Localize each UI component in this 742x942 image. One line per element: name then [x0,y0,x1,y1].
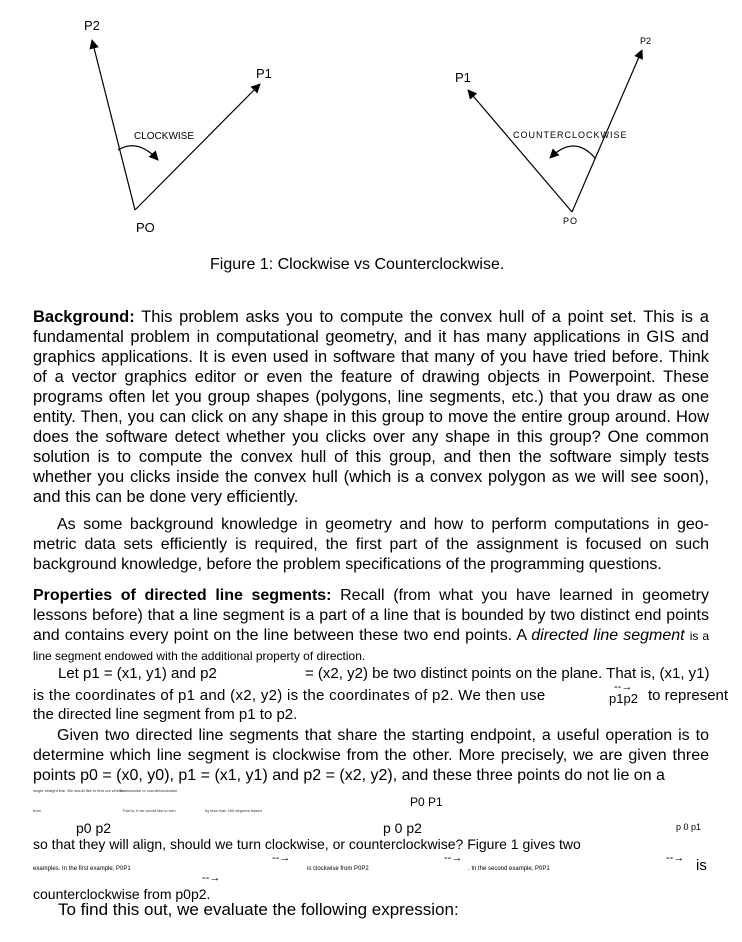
p0p2-mid-label: p 0 p2 [383,820,422,836]
example-arrow-1: --→ [272,852,291,864]
directed-from-line: the directed line segment from p1 to p2. [33,706,298,723]
counterclockwise-line: counterclockwise from p0p2. [33,886,211,902]
tiny-from: from [33,808,41,813]
example-is: is [696,857,707,874]
tiny-line-1: single straight line. We would like to find out whether [33,788,126,793]
tiny-line-1b: is clockwise or counterclockwise [120,788,178,793]
properties-paragraph [33,586,709,666]
background-paragraph-2: As some background knowledge in geometry and how to perform computations in geo-metric data sets efficiently is required, the first part of the assignment is focused on such background knowledge, before the problem specifications of the programming questions. [33,516,709,573]
p0p2-left-label: p0 p2 [76,820,112,836]
let-line-part-b: = (x2, y2) be two distinct points on the plane. That is, (x1, y1) [305,665,710,682]
example-small-1: examples. In the first example, P0P1 [33,866,131,872]
properties-body: Recall (from what you have learned in geometry lessons before) that a line segment is a part of a line that is bounded by two distinct end points and contains every point on the line between these two end points. A [33,587,709,644]
to-represent: to represent [648,687,729,704]
figure-caption: Figure 1: Clockwise vs Counterclockwise. [210,256,505,273]
left-p0-p1-segment [135,84,260,210]
directed-line-segment-term: directed line segment [531,627,685,644]
example-small-2: is clockwise from P0P2 [307,866,369,872]
right-p0-p1-segment [468,90,572,212]
right-p2-label: P2 [640,36,652,46]
left-p0-p2-segment [92,40,135,210]
term-tail: is a line segment endowed with the additional property of direction. [33,629,709,663]
ccw-arrow: --→ [202,872,221,884]
let-line-part-a: Let p1 = (x1, y1) and p2 [58,665,217,682]
example-small-3: . In the second example, P0P1 [468,866,550,872]
tiny-that-is: That is, if we would like to turn [122,808,176,813]
left-p1-label: P1 [256,66,272,81]
coords-line: is the coordinates of p1 and (x2, y2) is the coordinates of p2. We then use [33,687,546,704]
left-p0-label: PO [136,220,155,235]
example-arrow-3: --→ [666,852,685,864]
p1p2-vector: p1p2 [609,691,638,706]
example-arrow-2: --→ [444,852,463,864]
right-counterclockwise-arc [550,146,595,158]
right-p0-label: PO [563,216,579,226]
p0p1-right-label: P0 P1 [410,795,443,809]
background-body: This problem asks you to compute the convex hull of a point set. This is a fundamental problem in computational geometry, and it has many applications in GIS and graphics applications. It is even used in software that many of you have tried before. Think of a vector graphics editor or even the feature of drawing objects in Powerpoint. These programs often let you group shapes (polygons, line segments, etc.) that you draw as one entity. Then, you can click on any shape in this group to move the entire group around. How does the software detect whether you clicks over any shape in this group? One common solution is to compute the convex hull of this group, and then the software simply tests whether you clicks inside the convex hull (which is a convex polygon as we will see soon), and this can be done very efficiently. [33,308,709,506]
figure-clockwise-counterclockwise [0,0,742,280]
find-out-line: To find this out, we evaluate the following expression: [58,900,459,919]
properties-heading: Properties of directed line segments: [33,587,332,604]
align-line: so that they will align, should we turn clockwise, or counterclockwise? Figure 1 gives two [33,836,581,852]
left-p2-label: P2 [84,18,100,33]
tiny-by-less: by less than 180 degrees based [205,808,262,813]
right-p1-label: P1 [455,70,471,85]
p1p2-vector-arrow: --→ [614,681,633,693]
p0p1-far-label: p 0 p1 [676,822,702,832]
background-heading: Background: [33,308,135,326]
left-diagram [92,40,260,210]
given-paragraph: Given two directed line segments that share the starting endpoint, a useful operation is to determine which line segment is clockwise from the other. More precisely, we are given three points p0 = (x0, y0), p1 = (x1, y1) and p2 = (x2, y2), and these three points do not lie on a [33,727,709,784]
left-clockwise-label: CLOCKWISE [134,131,195,142]
background-paragraph [33,307,709,507]
right-counterclockwise-label: COUNTERCLOCKWISE [513,130,628,140]
left-clockwise-arc [118,146,158,160]
